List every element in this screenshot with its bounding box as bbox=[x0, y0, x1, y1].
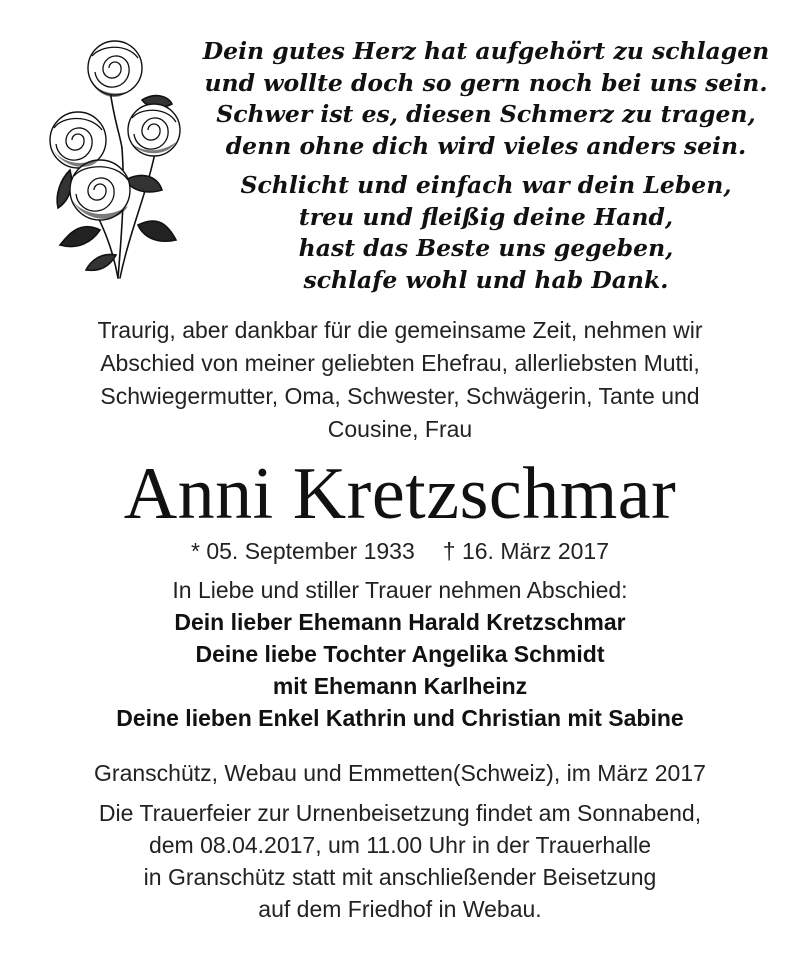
intro-line: Cousine, Frau bbox=[327, 416, 473, 442]
family-member: Deine liebe Tochter Angelika Schmidt bbox=[195, 641, 605, 667]
birth-date: * 05. September 1933 bbox=[191, 538, 415, 564]
poem-line: denn ohne dich wird vieles anders sein. bbox=[225, 131, 747, 160]
poem-line: Schwer ist es, diesen Schmerz zu tragen, bbox=[216, 100, 756, 128]
poem-line: Dein gutes Herz hat aufgehört zu schlagen bbox=[202, 37, 770, 65]
funeral-info bbox=[20, 797, 780, 925]
family-member: Deine lieben Enkel Kathrin und Christian mit Sabine bbox=[116, 705, 684, 731]
poem-stanza-1 bbox=[196, 36, 776, 162]
death-date: † 16. März 2017 bbox=[442, 538, 609, 564]
mourners-intro: In Liebe und stiller Trauer nehmen Abschied: bbox=[172, 577, 628, 603]
roses-illustration bbox=[30, 30, 190, 280]
poem-line: Schlicht und einfach war dein Leben, bbox=[240, 171, 732, 199]
family-list bbox=[0, 606, 800, 734]
intro-line: Traurig, aber dankbar für die gemeinsame Zeit, nehmen wir bbox=[97, 317, 703, 343]
place-date: Granschütz, Webau und Emmetten(Schweiz), im März 2017 bbox=[94, 760, 706, 786]
deceased-name: Anni Kretzschmar bbox=[123, 453, 677, 535]
funeral-line: in Granschütz statt mit anschließender Beisetzung bbox=[143, 864, 657, 890]
poem-line: hast das Beste uns gegeben, bbox=[298, 234, 674, 262]
poem-line: schlafe wohl und hab Dank. bbox=[303, 265, 669, 294]
life-dates bbox=[0, 536, 800, 566]
funeral-line: auf dem Friedhof in Webau. bbox=[258, 896, 542, 922]
funeral-line: dem 08.04.2017, um 11.00 Uhr in der Trauerhalle bbox=[148, 832, 652, 858]
funeral-line: Die Trauerfeier zur Urnenbeisetzung findet am Sonnabend, bbox=[98, 800, 702, 826]
intro-line: Schwiegermutter, Oma, Schwester, Schwägerin, Tante und bbox=[100, 383, 700, 409]
poem-stanza-2 bbox=[196, 170, 776, 296]
poem-line: treu und fleißig deine Hand, bbox=[298, 202, 674, 231]
intro-text bbox=[20, 314, 780, 446]
poem-line: und wollte doch so gern noch bei uns sein. bbox=[204, 68, 768, 97]
family-member: Dein lieber Ehemann Harald Kretzschmar bbox=[174, 609, 626, 635]
poem bbox=[196, 36, 776, 296]
family-member: mit Ehemann Karlheinz bbox=[272, 673, 528, 699]
intro-line: Abschied von meiner geliebten Ehefrau, allerliebsten Mutti, bbox=[100, 350, 700, 376]
